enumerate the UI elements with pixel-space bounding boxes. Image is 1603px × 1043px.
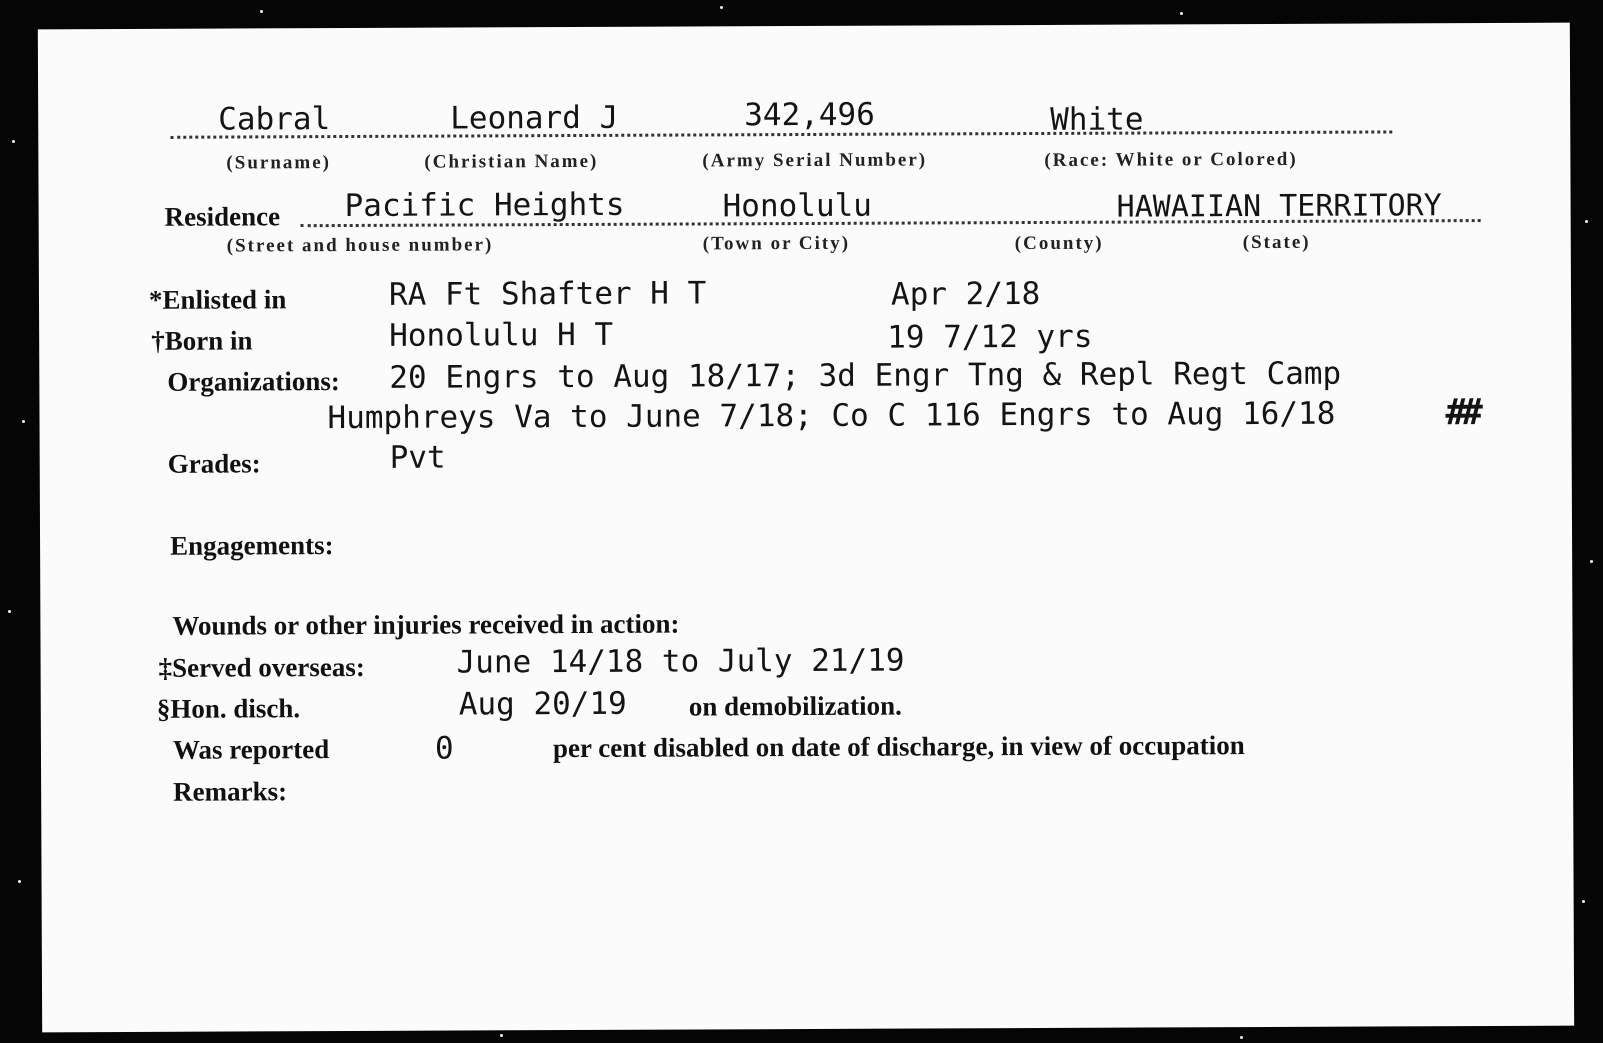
organizations-line2: Humphreys Va to June 7/18; Co C 116 Engrs to Aug 16/18	[327, 395, 1336, 437]
grades-value: Pvt	[389, 439, 446, 476]
born-value: Honolulu H T	[389, 316, 614, 354]
organizations-line1: 20 Engrs to Aug 18/17; 3d Engr Tng & Repl Regt Camp	[389, 355, 1342, 396]
scan-speck	[1585, 220, 1588, 223]
street-caption: (Street and house number)	[226, 234, 494, 257]
state-caption: (State)	[1242, 231, 1311, 254]
scan-speck	[1582, 900, 1585, 903]
wounds-label: Wounds or other injuries received in action:	[172, 608, 680, 641]
organizations-mark: ##	[1445, 392, 1477, 434]
scan-speck	[1590, 560, 1593, 563]
state-value: HAWAIIAN TERRITORY	[1116, 188, 1442, 225]
overseas-label: ‡Served overseas:	[158, 651, 365, 683]
scan-speck	[12, 140, 15, 143]
residence-label: Residence	[164, 201, 281, 232]
scan-speck	[260, 10, 263, 13]
christian-name-caption: (Christian Name)	[424, 150, 599, 173]
race-caption: (Race: White or Colored)	[1044, 148, 1298, 171]
organizations-label: Organizations:	[167, 366, 340, 397]
scan-speck	[8, 610, 11, 613]
surname-caption: (Surname)	[226, 152, 332, 174]
reported-label: Was reported	[172, 734, 330, 765]
enlisted-date: Apr 2/18	[890, 275, 1041, 313]
grades-label: Grades:	[167, 448, 261, 479]
enlisted-value: RA Ft Shafter H T	[388, 275, 707, 313]
born-label: †Born in	[151, 325, 253, 356]
scan-speck	[18, 880, 21, 883]
town-value: Honolulu	[722, 187, 872, 225]
service-record-card	[38, 23, 1574, 1033]
overseas-value: June 14/18 to July 21/19	[456, 642, 905, 681]
enlisted-label: *Enlisted in	[148, 284, 287, 315]
discharge-value: Aug 20/19	[458, 685, 627, 723]
reported-value: 0	[434, 730, 454, 767]
christian-name-value: Leonard J	[450, 99, 619, 137]
remarks-label: Remarks:	[173, 776, 288, 807]
surname-value: Cabral	[218, 101, 331, 138]
race-value: White	[1050, 101, 1144, 138]
county-caption: (County)	[1014, 232, 1104, 255]
street-value: Pacific Heights	[344, 186, 625, 225]
serial-number-value: 342,496	[744, 96, 875, 134]
discharge-suffix: on demobilization.	[688, 690, 902, 722]
scan-speck	[22, 420, 25, 423]
serial-number-caption: (Army Serial Number)	[702, 149, 928, 172]
scan-speck	[1180, 12, 1183, 15]
born-age: 19 7/12 yrs	[887, 318, 1093, 356]
town-caption: (Town or City)	[702, 232, 851, 255]
reported-suffix: per cent disabled on date of discharge, in view of occupation	[552, 730, 1245, 764]
discharge-label: §Hon. disch.	[156, 693, 301, 724]
scan-speck	[500, 1034, 503, 1037]
scan-speck	[1240, 1036, 1243, 1039]
scan-speck	[720, 6, 723, 9]
engagements-label: Engagements:	[170, 530, 334, 561]
